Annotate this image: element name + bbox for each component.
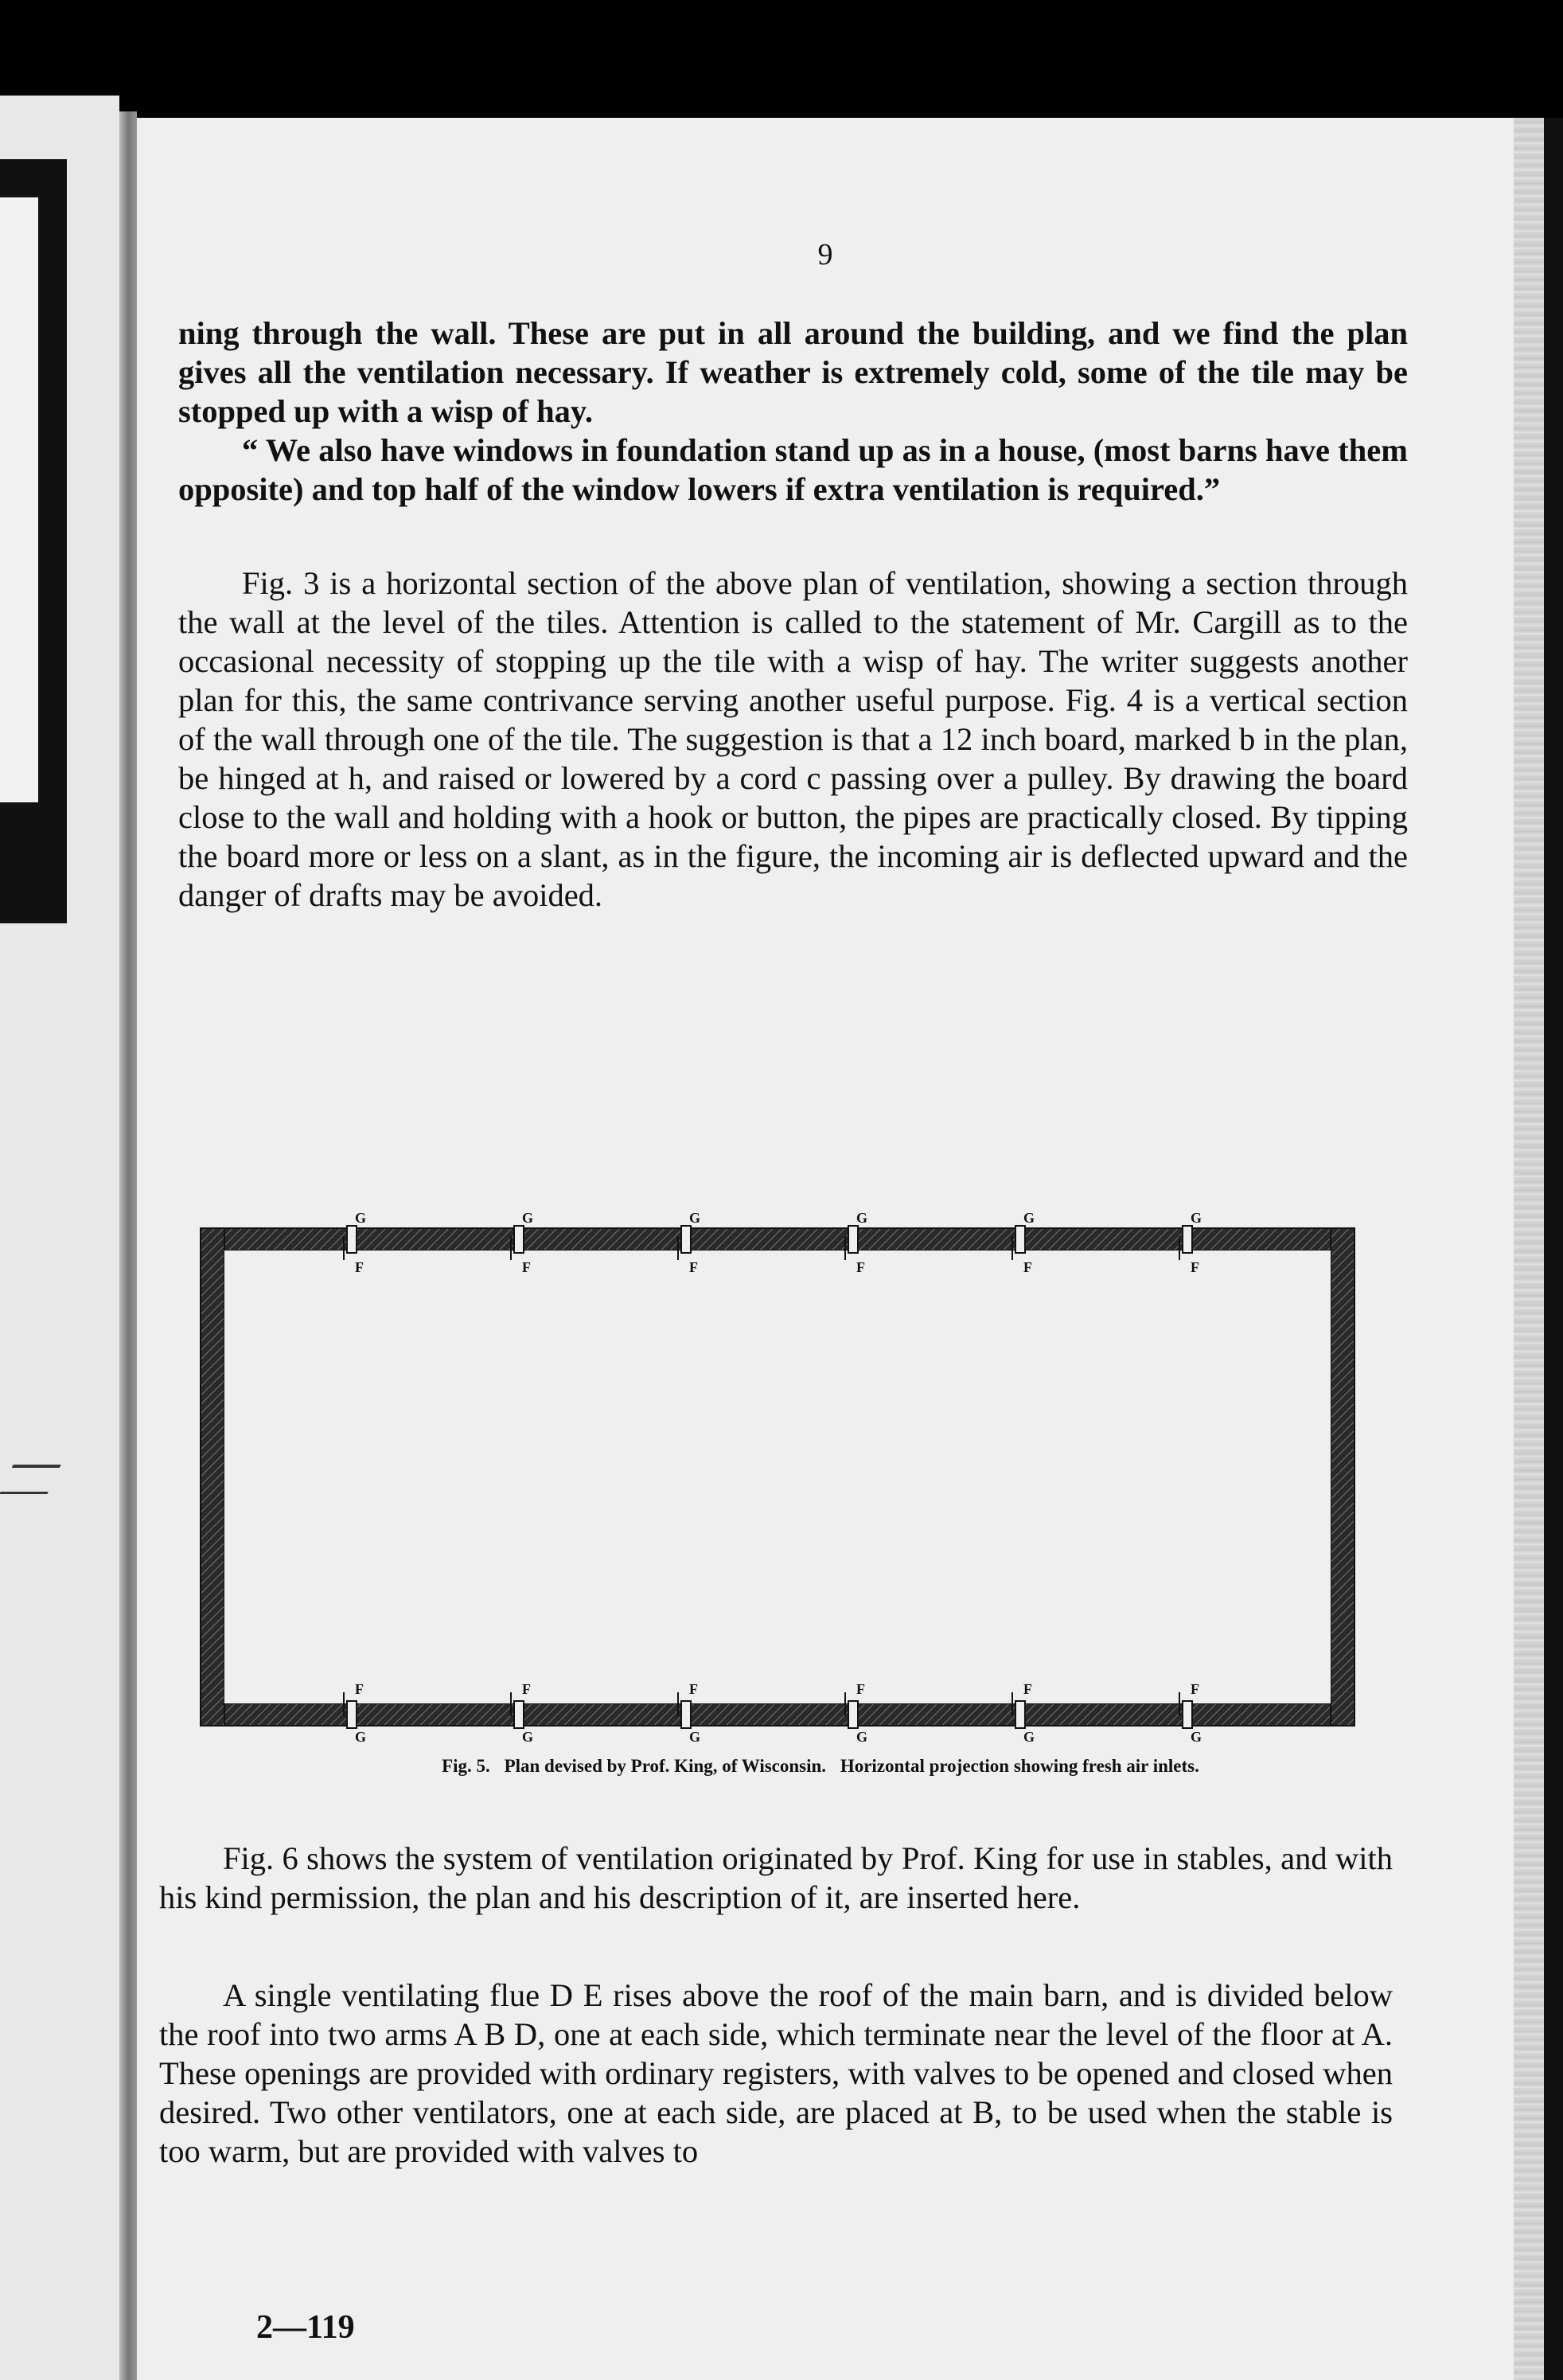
label-g: G	[689, 1210, 701, 1226]
book-page	[137, 118, 1514, 2380]
inlet-tile	[1015, 1226, 1025, 1253]
book-spine	[119, 111, 137, 2380]
label-f: F	[1023, 1259, 1032, 1275]
barn-walls	[201, 1228, 1354, 1726]
inlet-tile	[347, 1701, 357, 1728]
caption-detail: Horizontal projection showing fresh air inlets.	[840, 1756, 1199, 1776]
label-f: F	[355, 1259, 364, 1275]
figure-caption	[137, 1756, 1514, 1777]
paragraph-fig6: Fig. 6 shows the system of ventilation originated by Prof. King for use in stables, and with his kind permission, the plan and his description of it, are inserted here.	[159, 1840, 1393, 1915]
fig5-diagram	[201, 1089, 1354, 1745]
fig3-text	[178, 564, 1408, 915]
label-f: F	[522, 1681, 531, 1697]
flue-text	[159, 1976, 1393, 2171]
label-g: G	[1191, 1729, 1202, 1745]
label-f: F	[1191, 1681, 1199, 1697]
inlet-tile	[1183, 1701, 1192, 1728]
label-g: G	[1191, 1210, 1202, 1226]
label-g: G	[355, 1210, 367, 1226]
paragraph-quote: “ We also have windows in foundation stand up as in a house, (most barns have them opposite) and top half of the window lowers if extra ventilation is required.”	[178, 432, 1408, 507]
label-g: G	[689, 1729, 701, 1745]
paragraph-flue: A single ventilating flue D E rises above the roof of the main barn, and is divided below the roof into two arms A B D, one at each side, which terminate near the level of the floor at A. These openings are provided with ordinary registers, with valves to be opened and closed when desired. Two other ventilators, one at each side, are placed at B, to be used when the stable is too warm, but are provided with valves to	[159, 1977, 1393, 2169]
inlet-tile	[1183, 1226, 1192, 1253]
paragraph-fig3: Fig. 3 is a horizontal section of the above plan of ventilation, showing a section through the wall at the level of the tiles. Attention is called to the statement of Mr. Cargill as to the occasional necessity of stopping up the tile with a wisp of hay. The writer suggests another plan for this, the same contrivance serving another useful purpose. Fig. 4 is a vertical section of the wall through one of the tile. The suggestion is that a 12 inch board, marked b in the plan, be hinged at h, and raised or lowered by a cord c passing over a pulley. By drawing the board close to the wall and holding with a hook or button, the pipes are practically closed. By tipping the board more or less on a slant, as in the figure, the incoming air is deflected upward and the danger of drafts may be avoided.	[178, 565, 1408, 913]
label-g: G	[1023, 1210, 1035, 1226]
inlet-tile	[514, 1701, 524, 1728]
inlet-tile	[848, 1226, 858, 1253]
label-f: F	[1023, 1681, 1032, 1697]
north-wall	[201, 1228, 1354, 1250]
label-g: G	[856, 1729, 868, 1745]
page-stack-edge	[1514, 118, 1544, 2380]
label-g: G	[522, 1729, 534, 1745]
south-wall	[201, 1703, 1354, 1726]
label-g: G	[522, 1210, 534, 1226]
label-g: G	[355, 1729, 367, 1745]
inlet-tile	[514, 1226, 524, 1253]
adjacent-page-dark-area-lower	[0, 812, 67, 923]
paragraph-continued: ning through the wall. These are put in all around the building, and we find the plan gives all the ventilation necessary. If weather is extremely cold, some of the tile may be stopped up with a wisp of hay.	[178, 315, 1408, 429]
inlet-tile	[681, 1226, 691, 1253]
inlet-tile	[1015, 1701, 1025, 1728]
printer-signature-mark: 2—119	[256, 2309, 355, 2346]
label-f: F	[689, 1259, 698, 1275]
inlet-tile	[347, 1226, 357, 1253]
barn-interior	[224, 1250, 1331, 1703]
west-wall	[201, 1228, 224, 1726]
label-f: F	[856, 1681, 865, 1697]
barn-plan-drawing	[201, 1089, 1354, 1745]
inlet-tile	[681, 1701, 691, 1728]
page-number: 9	[817, 238, 833, 271]
caption-title: Plan devised by Prof. King, of Wisconsin.	[504, 1756, 827, 1776]
label-f: F	[522, 1259, 531, 1275]
label-f: F	[1191, 1259, 1199, 1275]
label-f: F	[856, 1259, 865, 1275]
scan-border-right	[1544, 118, 1563, 2380]
opening-text	[178, 314, 1408, 509]
label-g: G	[856, 1210, 868, 1226]
label-f: F	[355, 1681, 364, 1697]
caption-figure-number: Fig. 5.	[442, 1756, 490, 1776]
adjacent-page-inset	[0, 197, 38, 802]
east-wall	[1331, 1228, 1354, 1726]
inlet-tile	[848, 1701, 858, 1728]
label-g: G	[1023, 1729, 1035, 1745]
fig6-text	[159, 1839, 1393, 1917]
label-f: F	[689, 1681, 698, 1697]
